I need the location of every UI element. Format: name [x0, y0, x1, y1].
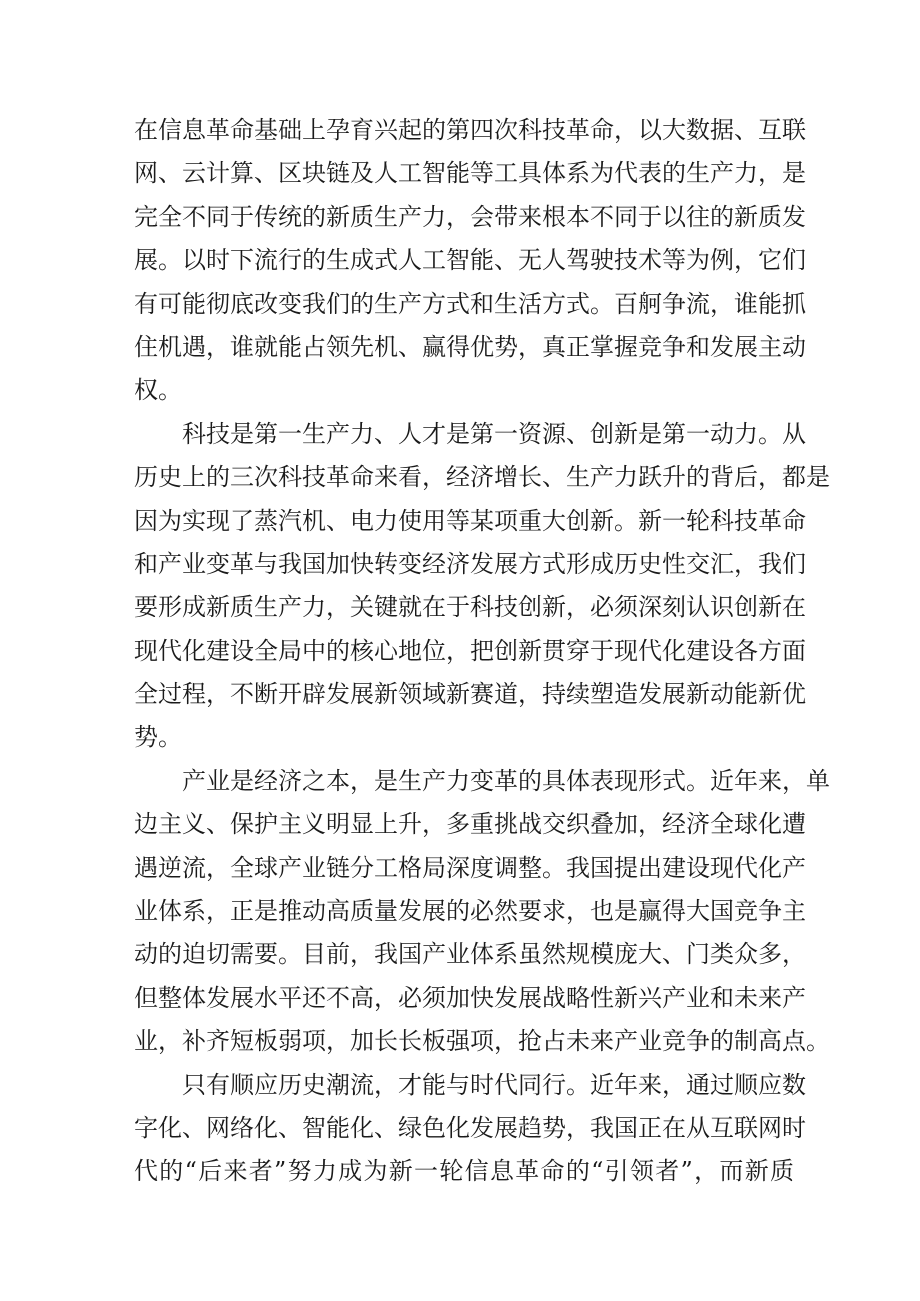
text-line: 展。以时下流行的生成式人工智能、无人驾驶技术等为例，它们 [134, 246, 806, 275]
text-line: 边主义、保护主义明显上升，多重挑战交织叠加，经济全球化遭 [134, 810, 806, 839]
text-line: 住机遇，谁就能占领先机、赢得优势，真正掌握竞争和发展主动 [134, 332, 806, 361]
paragraph-first-line: 产业是经济之本，是生产力变革的具体表现形式。近年来，单 [182, 766, 830, 795]
text-line: 因为实现了蒸汽机、电力使用等某项重大创新。新一轮科技革命 [134, 506, 806, 535]
text-line: 有可能彻底改变我们的生产方式和生活方式。百舸争流，谁能抓 [134, 289, 806, 318]
text-line: 权。 [134, 376, 182, 405]
document-body [134, 109, 830, 1194]
text-line: 势。 [134, 723, 182, 752]
text-line: 遇逆流，全球产业链分工格局深度调整。我国提出建设现代化产 [134, 853, 806, 882]
text-line: 和产业变革与我国加快转变经济发展方式形成历史性交汇，我们 [134, 549, 806, 578]
text-line: 完全不同于传统的新质生产力，会带来根本不同于以往的新质发 [134, 202, 806, 231]
text-line: 网、云计算、区块链及人工智能等工具体系为代表的生产力，是 [134, 159, 806, 188]
text-line: 业，补齐短板弱项，加长长板强项，抢占未来产业竞争的制高点。 [134, 1027, 830, 1056]
text-line: 但整体发展水平还不高，必须加快发展战略性新兴产业和未来产 [134, 983, 806, 1012]
paragraph-first-line: 只有顺应历史潮流，才能与时代同行。近年来，通过顺应数 [182, 1070, 806, 1099]
text-line: 全过程，不断开辟发展新领域新赛道，持续塑造发展新动能新优 [134, 680, 806, 709]
text-line: 现代化建设全局中的核心地位，把创新贯穿于现代化建设各方面 [134, 636, 806, 665]
text-line: 业体系，正是推动高质量发展的必然要求，也是赢得大国竞争主 [134, 897, 806, 926]
paragraph-first-line: 科技是第一生产力、人才是第一资源、创新是第一动力。从 [182, 419, 806, 448]
text-line: 要形成新质生产力，关键就在于科技创新，必须深刻认识创新在 [134, 593, 806, 622]
text-line: 字化、网络化、智能化、绿色化发展趋势，我国正在从互联网时 [134, 1113, 806, 1142]
text-line: 历史上的三次科技革命来看，经济增长、生产力跃升的背后，都是 [134, 463, 830, 492]
text-line: 代的“后来者”努力成为新一轮信息革命的“引领者”，而新质 [134, 1157, 794, 1186]
text-line: 动的迫切需要。目前，我国产业体系虽然规模庞大、门类众多， [134, 940, 806, 969]
text-line: 在信息革命基础上孕育兴起的第四次科技革命，以大数据、互联 [134, 116, 806, 144]
